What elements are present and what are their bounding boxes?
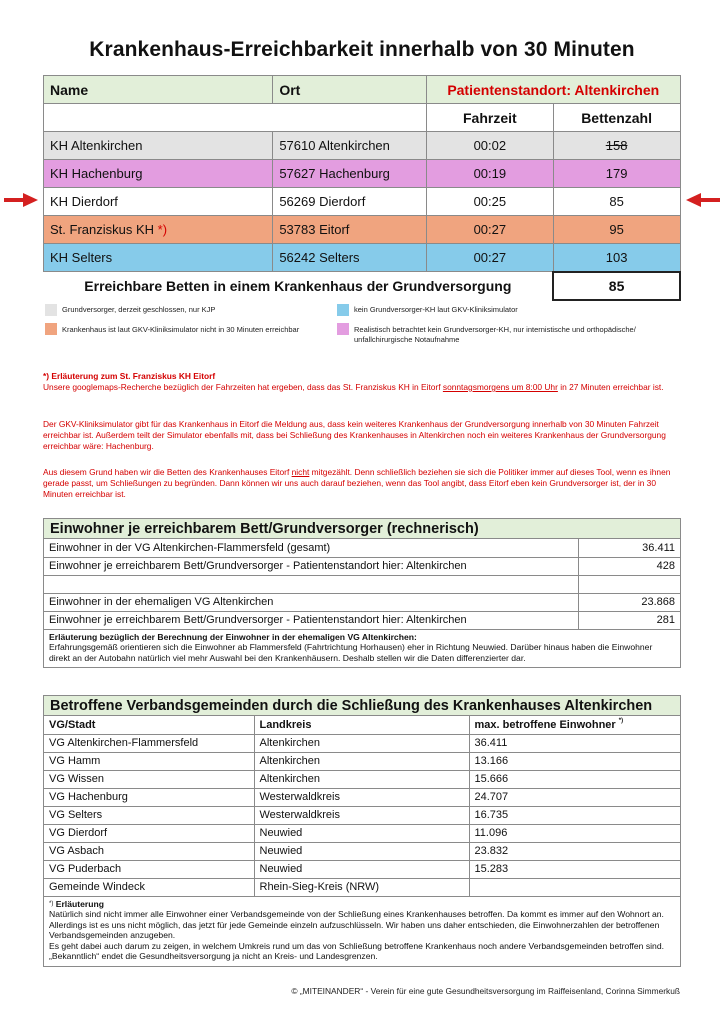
hospital-ort: 56269 Dierdorf xyxy=(273,188,427,216)
col-header-betten: Bettenzahl xyxy=(553,104,680,132)
affected-municipalities-section xyxy=(43,695,681,967)
table-row xyxy=(44,188,681,216)
table-header-row xyxy=(44,716,680,734)
note-p3-text: Aus diesem Grund haben wir die Betten des Krankenhauses Eitorf xyxy=(43,467,292,477)
table-row xyxy=(44,539,680,557)
residents-per-bed-section xyxy=(43,518,681,668)
col-header-name: Name xyxy=(44,76,273,104)
table-row xyxy=(44,132,681,160)
legend-pink-line-2: unfallchirurgische Notaufnahme xyxy=(354,335,460,344)
landkreis: Neuwied xyxy=(254,860,469,878)
residents-table xyxy=(44,539,680,630)
hospital-ort: 57627 Hachenburg xyxy=(273,160,427,188)
bettenzahl: 158 xyxy=(553,132,680,160)
hospital-ort: 57610 Altenkirchen xyxy=(273,132,427,160)
bettenzahl: 179 xyxy=(553,160,680,188)
note-p1-text: Unsere googlemaps-Recherche bezüglich der Fahrzeiten hat ergeben, dass das St. Franziskus KH in Eitorf xyxy=(43,382,443,392)
table-header-row xyxy=(44,76,681,104)
residents-section-heading: Einwohner je erreichbarem Bett/Grundversorger (rechnerisch) xyxy=(44,519,680,539)
hospital-name: KH Hachenburg xyxy=(44,160,273,188)
fahrzeit: 00:27 xyxy=(426,216,553,244)
table-row xyxy=(44,244,681,272)
table-row xyxy=(44,824,680,842)
table-row xyxy=(44,557,680,575)
col-header-fahrzeit: Fahrzeit xyxy=(426,104,553,132)
einwohner: 24.707 xyxy=(469,788,680,806)
einwohner: 15.666 xyxy=(469,770,680,788)
row-value xyxy=(578,575,680,593)
hospital-name-cell xyxy=(44,216,273,244)
landkreis: Altenkirchen xyxy=(254,734,469,752)
footnote-mark: *) xyxy=(618,717,624,724)
vg-name: VG Dierdorf xyxy=(44,824,254,842)
affected-section-heading: Betroffene Verbandsgemeinden durch die Schließung des Krankenhauses Altenkirchen xyxy=(44,696,680,716)
legend-swatch-orange xyxy=(45,323,57,335)
col-header-ew-cell xyxy=(469,716,680,734)
vg-name: VG Selters xyxy=(44,806,254,824)
einwohner: 11.096 xyxy=(469,824,680,842)
landkreis: Rhein-Sieg-Kreis (NRW) xyxy=(254,878,469,896)
affected-explanation xyxy=(44,897,680,966)
table-row xyxy=(44,806,680,824)
vg-name: VG Asbach xyxy=(44,842,254,860)
legend-swatch-blue xyxy=(337,304,349,316)
table-row xyxy=(44,593,680,611)
legend-swatch-grey xyxy=(45,304,57,316)
fahrzeit: 00:27 xyxy=(426,244,553,272)
page-title: Krankenhaus-Erreichbarkeit innerhalb von 30 Minuten xyxy=(89,38,635,61)
footnote-mark: *) xyxy=(49,900,54,907)
row-value: 23.868 xyxy=(578,593,680,611)
table-row xyxy=(44,611,680,629)
table-subheader-row xyxy=(44,104,681,132)
legend-blue: kein Grundversorger-KH laut GKV-Kliniksimulator xyxy=(354,305,518,314)
legend-pink-line-1: Realistisch betrachtet kein Grundversorger-KH, nur internistische und orthopädische/ xyxy=(354,325,636,334)
vg-name: VG Altenkirchen-Flammersfeld xyxy=(44,734,254,752)
fahrzeit: 00:02 xyxy=(426,132,553,160)
landkreis: Westerwaldkreis xyxy=(254,806,469,824)
footer-credit: © „MITEINANDER“ - Verein für eine gute Gesundheitsversorgung im Raiffeisenland, Corinna Simmerkuß xyxy=(291,986,680,996)
table-row xyxy=(44,752,680,770)
legend-swatch-pink xyxy=(337,323,349,335)
note-paragraph-2: Der GKV-Kliniksimulator gibt für das Krankenhaus in Eitorf die Meldung aus, dass kein weiteres Krankenhaus der Grundversorgung innerhalb von 30 Minuten Fahrzeit erreichbar ist. Außerdem teilt der Simulator ebenfalls mit, dass bei Schließung des Krankenhauses in Altenkirchen noch ein weiteres Krankenhaus der Grundversorgung erreichbar wäre: Hachenburg. xyxy=(43,419,666,451)
patient-location-header: Patientenstandort: Altenkirchen xyxy=(426,76,680,104)
note-paragraph-1 xyxy=(43,382,679,393)
hospital-table xyxy=(43,75,681,301)
table-row xyxy=(44,160,681,188)
einwohner: 16.735 xyxy=(469,806,680,824)
row-label: Einwohner je erreichbarem Bett/Grundversorger - Patientenstandort hier: Altenkirchen xyxy=(44,611,578,629)
einwohner: 23.832 xyxy=(469,842,680,860)
row-value: 281 xyxy=(578,611,680,629)
einwohner: 36.411 xyxy=(469,734,680,752)
row-label xyxy=(44,575,578,593)
table-row xyxy=(44,788,680,806)
landkreis: Neuwied xyxy=(254,824,469,842)
row-label: Einwohner in der VG Altenkirchen-Flammersfeld (gesamt) xyxy=(44,539,578,557)
affected-expl-heading: Erläuterung xyxy=(55,898,104,909)
footnote-mark: *) xyxy=(157,222,168,237)
table-row xyxy=(44,575,680,593)
table-row xyxy=(44,770,680,788)
vg-name: VG Hamm xyxy=(44,752,254,770)
table-row xyxy=(44,734,680,752)
sum-value: 85 xyxy=(553,272,680,300)
note-p3-text-end: mitgezählt. Denn schließlich beziehen sie sich die Politiker immer auf dieses Tool, wenn es ihnen gerade passt, um Schließungen zu begründen. Dann können wir uns auch darauf beziehen, wenn das Tool angibt, dass Eitorf eben kein Grundversorger ist, der in 30 Minuten erreichbar ist. xyxy=(43,467,671,499)
einwohner: 15.283 xyxy=(469,860,680,878)
table-row xyxy=(44,216,681,244)
table-row xyxy=(44,878,680,896)
einwohner: 13.166 xyxy=(469,752,680,770)
fahrzeit: 00:19 xyxy=(426,160,553,188)
bettenzahl: 95 xyxy=(553,216,680,244)
row-value: 428 xyxy=(578,557,680,575)
row-label: Einwohner je erreichbarem Bett/Grundversorger - Patientenstandort hier: Altenkirchen xyxy=(44,557,578,575)
residents-expl-text: Erfahrungsgemäß orientieren sich die Einwohner ab Flammersfeld (Fahrtrichtung Horhausen) eher in Richtung Neuwied. Darüber hinaus haben die Einwohner direkt an der Autobahn natürlich viel mehr Auswahl bei den Krankenhäusern. Deshalb stellen wir die Daten differenzierter dar. xyxy=(49,642,653,663)
legend-pink xyxy=(354,325,636,345)
landkreis: Westerwaldkreis xyxy=(254,788,469,806)
einwohner xyxy=(469,878,680,896)
legend-orange: Krankenhaus ist laut GKV-Kliniksimulator nicht in 30 Minuten erreichbar xyxy=(62,325,300,334)
arrow-right-icon xyxy=(4,193,38,207)
hospital-name: St. Franziskus KH xyxy=(50,222,155,237)
affected-expl-p1: Natürlich sind nicht immer alle Einwohner einer Verbandsgemeinde von der Schließung eines Krankenhauses betroffen. Da kommt es immer auf den Wohnort an. Allerdings ist es uns nicht möglich, das jetzt für jede Gemeinde einzeln aufzuschlüsseln. Wir haben uns daher entschieden, die Einwohnerzahlen der betroffenen Verbandsgemeinden anzugeben. xyxy=(49,909,664,940)
row-label: Einwohner in der ehemaligen VG Altenkirchen xyxy=(44,593,578,611)
note-paragraph-3 xyxy=(43,467,679,500)
col-header-kreis: Landkreis xyxy=(254,716,469,734)
table-row xyxy=(44,860,680,878)
sum-row xyxy=(44,272,681,300)
col-header-ort: Ort xyxy=(273,76,427,104)
table-row xyxy=(44,842,680,860)
landkreis: Altenkirchen xyxy=(254,752,469,770)
bettenzahl: 103 xyxy=(553,244,680,272)
hospital-name: KH Dierdorf xyxy=(44,188,273,216)
affected-expl-p2: Es geht dabei auch darum zu zeigen, in welchem Umkreis rund um das von Schließung betroffene Krankenhaus noch andere Verbandsgemeinden betroffen sind. „Bekanntlich“ endet die Gesundheitsversorgung ja nicht an Kreis- und Landesgrenzen. xyxy=(49,940,664,961)
row-value: 36.411 xyxy=(578,539,680,557)
vg-name: VG Puderbach xyxy=(44,860,254,878)
vg-name: VG Hachenburg xyxy=(44,788,254,806)
hospital-name: KH Selters xyxy=(44,244,273,272)
vg-name: Gemeinde Windeck xyxy=(44,878,254,896)
vg-name: VG Wissen xyxy=(44,770,254,788)
note-p1-underlined: sonntagsmorgens um 8:00 Uhr xyxy=(442,382,558,392)
legend-grey: Grundversorger, derzeit geschlossen, nur KJP xyxy=(62,305,216,314)
fahrzeit: 00:25 xyxy=(426,188,553,216)
col-header-vg: VG/Stadt xyxy=(44,716,254,734)
note-heading: *) Erläuterung zum St. Franziskus KH Eitorf xyxy=(43,371,216,381)
hospital-ort: 53783 Eitorf xyxy=(273,216,427,244)
landkreis: Neuwied xyxy=(254,842,469,860)
col-header-ew: max. betroffene Einwohner xyxy=(474,718,616,731)
residents-expl-heading: Erläuterung bezüglich der Berechnung der Einwohner in der ehemaligen VG Altenkirchen: xyxy=(49,631,417,642)
landkreis: Altenkirchen xyxy=(254,770,469,788)
sum-label: Erreichbare Betten in einem Krankenhaus der Grundversorgung xyxy=(44,272,554,300)
arrow-left-icon xyxy=(686,193,720,207)
note-p1-text-end: in 27 Minuten erreichbar ist. xyxy=(557,382,664,392)
affected-table xyxy=(44,716,680,897)
residents-explanation xyxy=(44,630,680,668)
hospital-ort: 56242 Selters xyxy=(273,244,427,272)
note-p3-underlined: nicht xyxy=(291,467,310,477)
hospital-name: KH Altenkirchen xyxy=(44,132,273,160)
bettenzahl: 85 xyxy=(553,188,680,216)
